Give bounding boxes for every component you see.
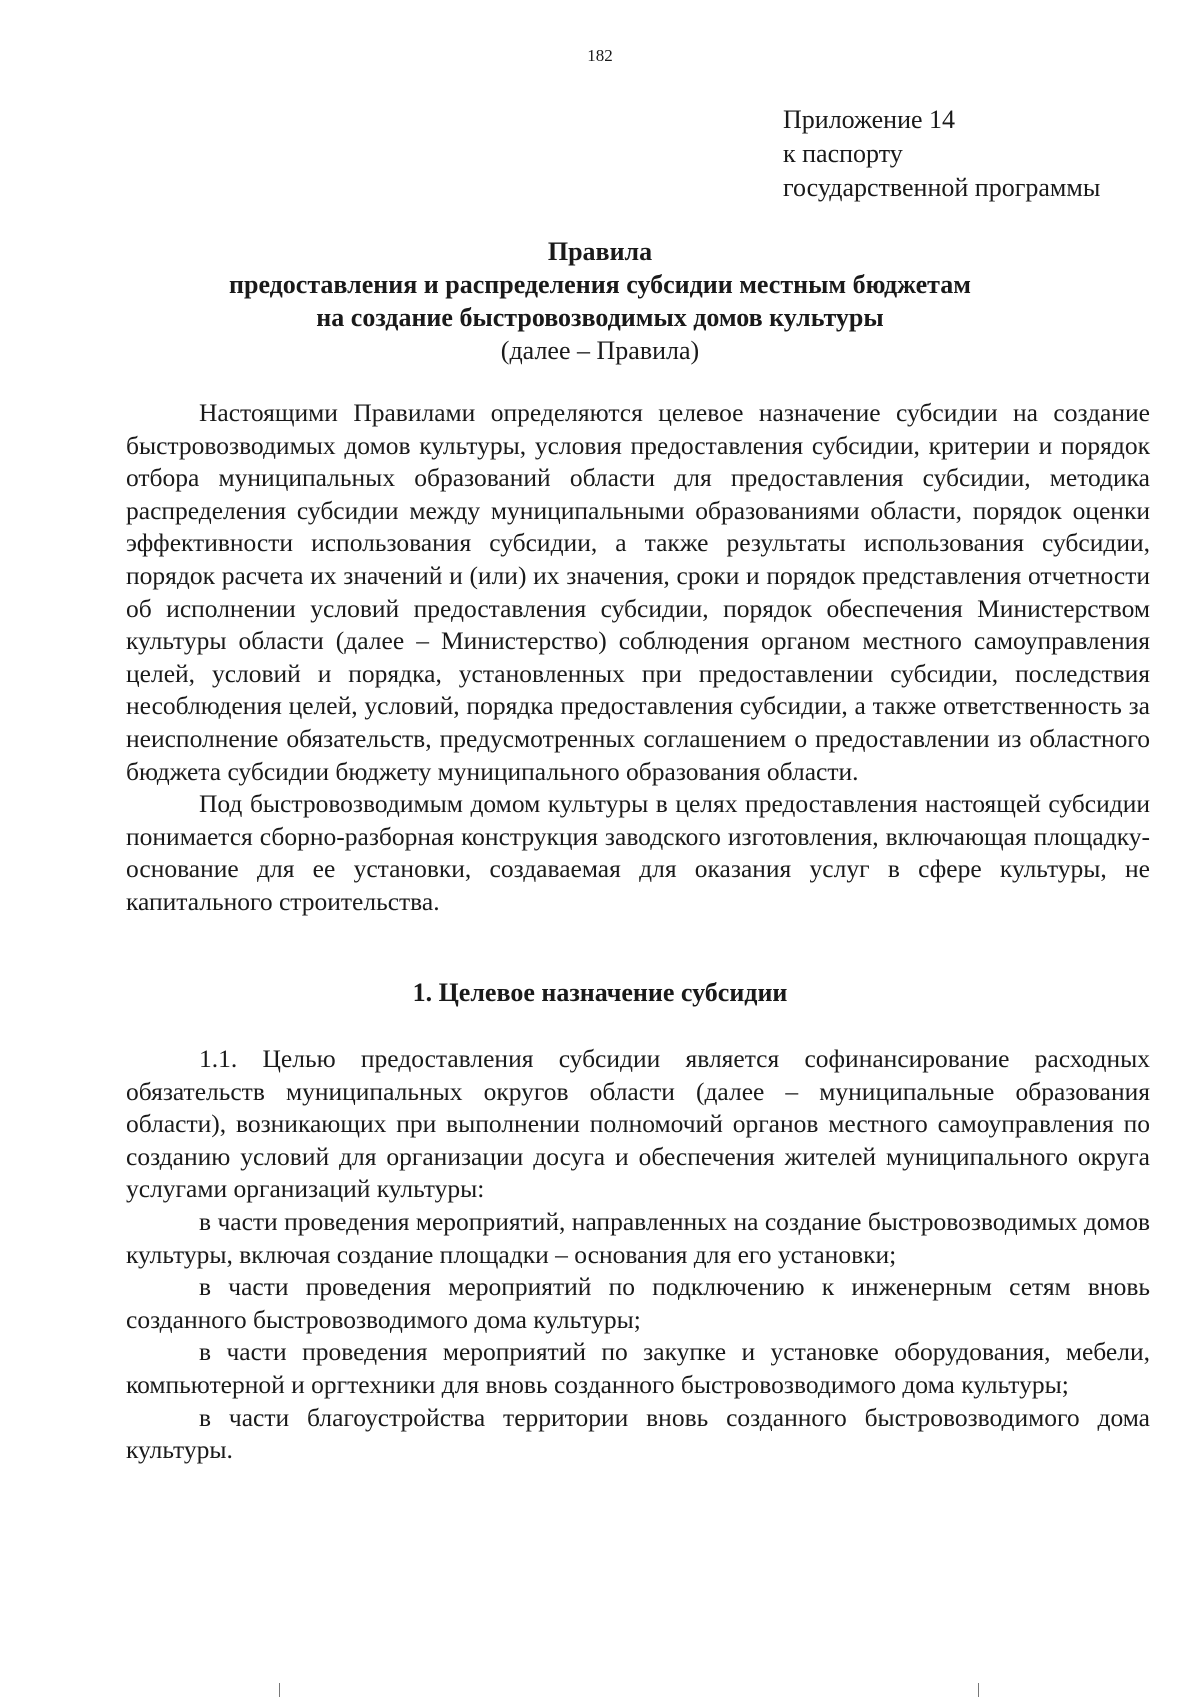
section-1-paragraph-4: в части проведения мероприятий по закупке и установке оборудования, мебели, компьютерной и оргтехники для вновь созданного быстровозводимого дома культуры; xyxy=(126,1337,1150,1399)
scan-mark-left xyxy=(279,1683,280,1697)
appendix-note xyxy=(783,103,1183,205)
page-number: 182 xyxy=(587,46,613,65)
section-1-heading: 1. Целевое назначение субсидии xyxy=(412,978,788,1007)
appendix-line-3: государственной программы xyxy=(783,173,1101,202)
title-line-1: Правила xyxy=(547,237,653,266)
appendix-line-1: Приложение 14 xyxy=(783,105,956,134)
section-1-paragraph-1: 1.1. Целью предоставления субсидии является софинансирование расходных обязательств муниципальных округов области (далее – муниципальные образования области), возникающих при выполнении полномочий органов местного самоуправления по созданию условий для организации досуга и обеспечения жителей муниципального округа услугами организаций культуры: xyxy=(126,1044,1150,1204)
scan-mark-right xyxy=(978,1683,979,1697)
title-line-2: предоставления и распределения субсидии местным бюджетам xyxy=(229,270,971,299)
title-line-4: (далее – Правила) xyxy=(500,336,700,365)
title-line-3: на создание быстровозводимых домов культуры xyxy=(316,303,884,332)
intro-paragraph-2: Под быстровозводимым домом культуры в целях предоставления настоящей субсидии понимается сборно-разборная конструкция заводского изготовления, включающая площадку-основание для ее установки, создаваемая для оказания услуг в сфере культуры, не капитального строительства. xyxy=(126,789,1150,916)
intro-section xyxy=(126,397,1150,919)
document-title xyxy=(100,235,1100,367)
section-1-paragraph-5: в части благоустройства территории вновь созданного быстровозводимого дома культуры. xyxy=(126,1402,1150,1465)
section-1-paragraph-3: в части проведения мероприятий по подключению к инженерным сетям вновь созданного быстровозводимого дома культуры; xyxy=(126,1272,1150,1334)
intro-paragraph-1: Настоящими Правилами определяются целевое назначение субсидии на создание быстровозводимых домов культуры, условия предоставления субсидии, критерии и порядок отбора муниципальных образований области для предоставления субсидии, методика распределения субсидии между муниципальными образованиями области, порядок оценки эффективности использования субсидии, а также результаты использования субсидии, порядок расчета их значений и (или) их значения, сроки и порядок представления отчетности об исполнении условий предоставления субсидии, порядок обеспечения Министерством культуры области (далее – Министерство) соблюдения органом местного самоуправления целей, условий и порядка, установленных при предоставлении субсидии, последствия несоблюдения целей, условий, порядка предоставления субсидии, а также ответственность за неисполнение обязательств, предусмотренных соглашением о предоставлении из областного бюджета субсидии бюджету муниципального образования области. xyxy=(126,398,1150,786)
section-1-body xyxy=(126,1043,1150,1467)
appendix-line-2: к паспорту xyxy=(783,139,903,168)
section-1-paragraph-2: в части проведения мероприятий, направленных на создание быстровозводимых домов культуры, включая создание площадки – основания для его установки; xyxy=(126,1206,1150,1269)
